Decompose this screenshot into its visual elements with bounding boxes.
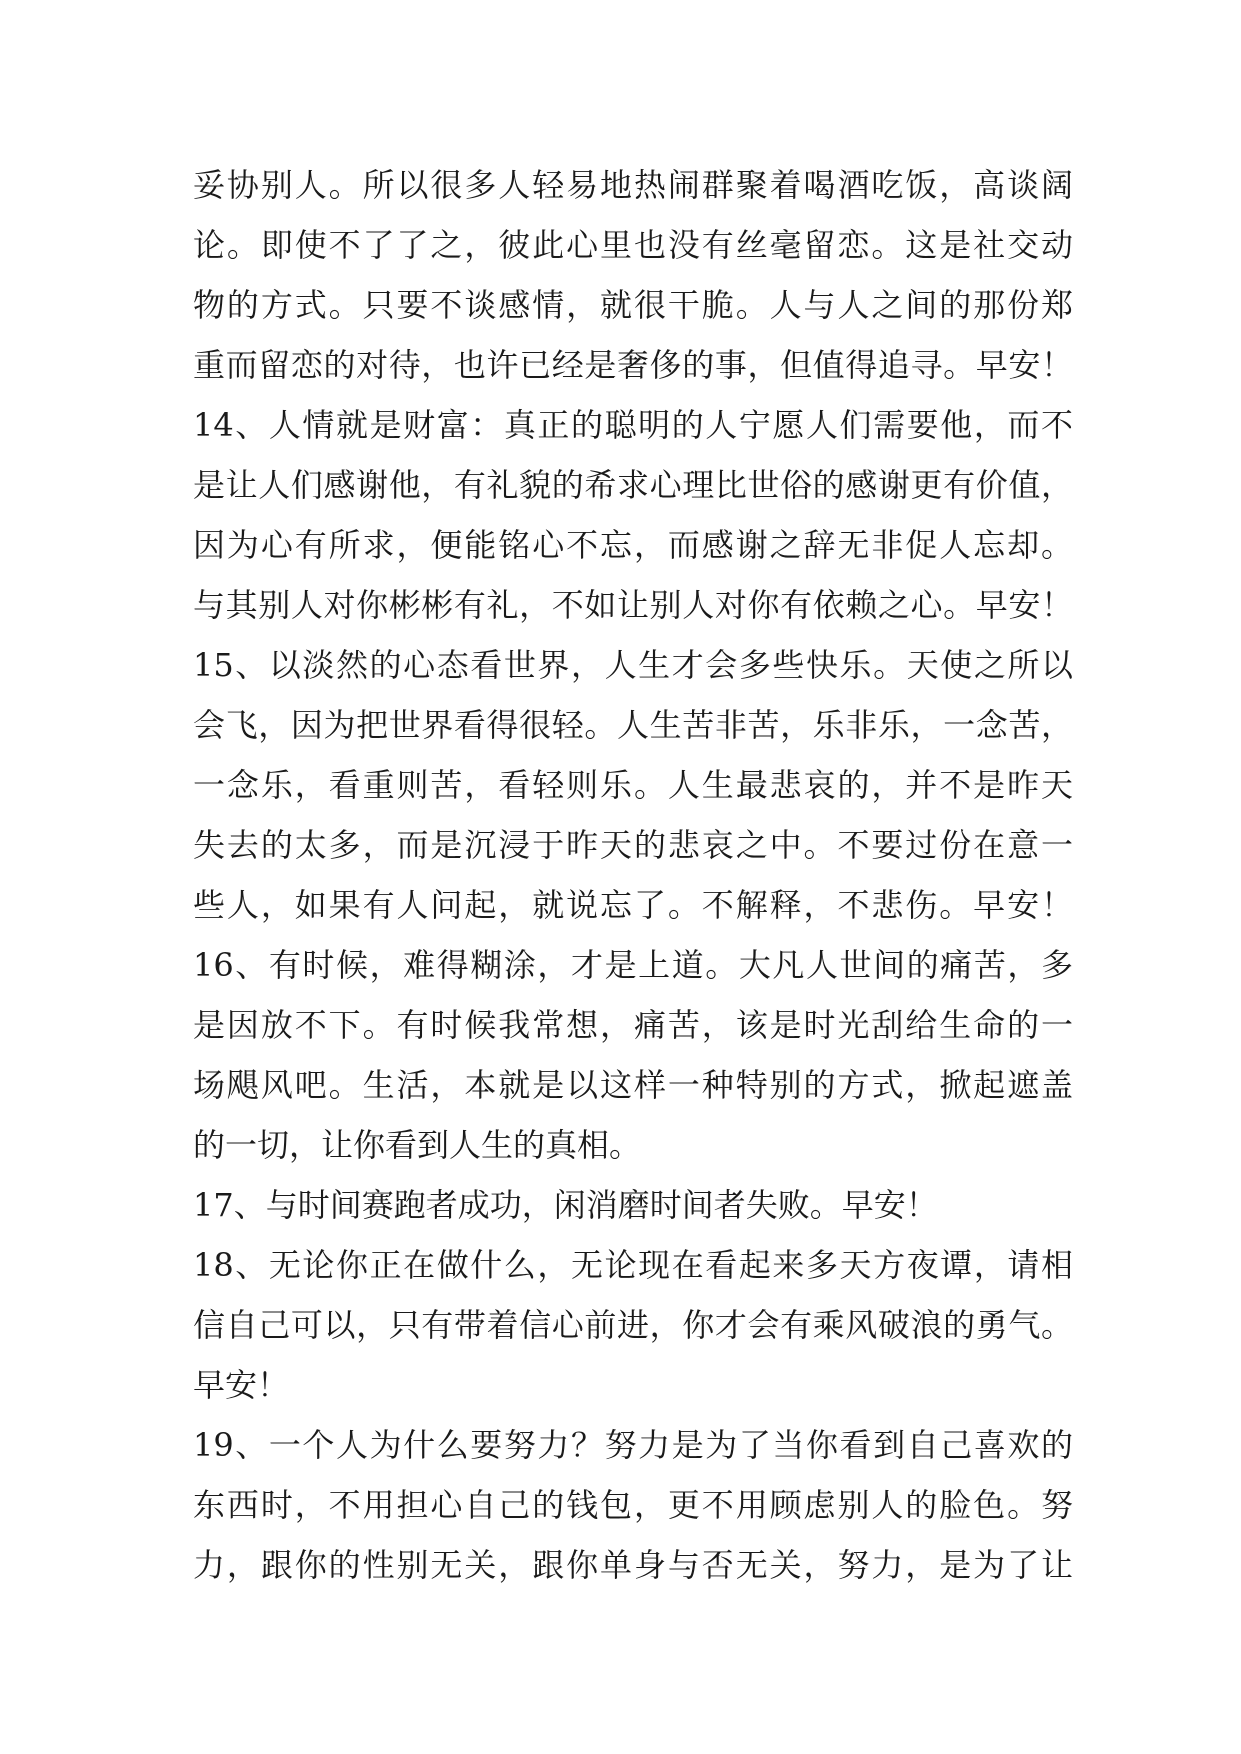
text-line: 15、以淡然的心态看世界，人生才会多些快乐。天使之所以 xyxy=(193,646,1073,684)
text-line: 16、有时候，难得糊涂，才是上道。大凡人世间的痛苦，多 xyxy=(193,946,1073,984)
text-line: 18、无论你正在做什么，无论现在看起来多天方夜谭，请相 xyxy=(193,1246,1073,1284)
text-line: 重而留恋的对待，也许已经是奢侈的事，但值得追寻。早安！ xyxy=(193,346,1073,384)
text-line: 19、一个人为什么要努力？努力是为了当你看到自己喜欢的 xyxy=(193,1426,1073,1464)
text-line: 是因放不下。有时候我常想，痛苦，该是时光刮给生命的一 xyxy=(193,1006,1073,1044)
text-line: 早安！ xyxy=(193,1366,290,1404)
text-line: 物的方式。只要不谈感情，就很干脆。人与人之间的那份郑 xyxy=(193,286,1073,324)
text-line: 力，跟你的性别无关，跟你单身与否无关，努力，是为了让 xyxy=(193,1546,1073,1584)
text-line: 因为心有所求，便能铭心不忘，而感谢之辞无非促人忘却。 xyxy=(193,526,1073,564)
text-line: 是让人们感谢他，有礼貌的希求心理比世俗的感谢更有价值， xyxy=(193,466,1073,504)
text-line: 场飓风吧。生活，本就是以这样一种特别的方式，掀起遮盖 xyxy=(193,1066,1073,1104)
text-line: 东西时，不用担心自己的钱包，更不用顾虑别人的脸色。努 xyxy=(193,1486,1073,1524)
paragraph-18 xyxy=(193,1235,1073,1415)
paragraph-13-continued xyxy=(193,155,1073,395)
text-line: 些人，如果有人问起，就说忘了。不解释，不悲伤。早安！ xyxy=(193,886,1073,924)
text-line: 论。即使不了了之，彼此心里也没有丝毫留恋。这是社交动 xyxy=(193,226,1073,264)
document-page xyxy=(193,155,1073,1595)
paragraph-16 xyxy=(193,935,1073,1175)
text-line: 信自己可以，只有带着信心前进，你才会有乘风破浪的勇气。 xyxy=(193,1306,1073,1344)
text-line: 14、人情就是财富：真正的聪明的人宁愿人们需要他，而不 xyxy=(193,406,1073,444)
text-line: 17、与时间赛跑者成功，闲消磨时间者失败。早安！ xyxy=(193,1186,938,1224)
text-line: 失去的太多，而是沉浸于昨天的悲哀之中。不要过份在意一 xyxy=(193,826,1073,864)
text-line: 会飞，因为把世界看得很轻。人生苦非苦，乐非乐，一念苦， xyxy=(193,706,1073,744)
paragraph-17 xyxy=(193,1175,1073,1235)
paragraph-19 xyxy=(193,1415,1073,1595)
text-line: 妥协别人。所以很多人轻易地热闹群聚着喝酒吃饭，高谈阔 xyxy=(193,166,1073,204)
paragraph-15 xyxy=(193,635,1073,935)
paragraph-14 xyxy=(193,395,1073,635)
text-line: 的一切，让你看到人生的真相。 xyxy=(193,1126,642,1164)
text-line: 与其别人对你彬彬有礼，不如让别人对你有依赖之心。早安！ xyxy=(193,586,1073,624)
text-line: 一念乐，看重则苦，看轻则乐。人生最悲哀的，并不是昨天 xyxy=(193,766,1073,804)
